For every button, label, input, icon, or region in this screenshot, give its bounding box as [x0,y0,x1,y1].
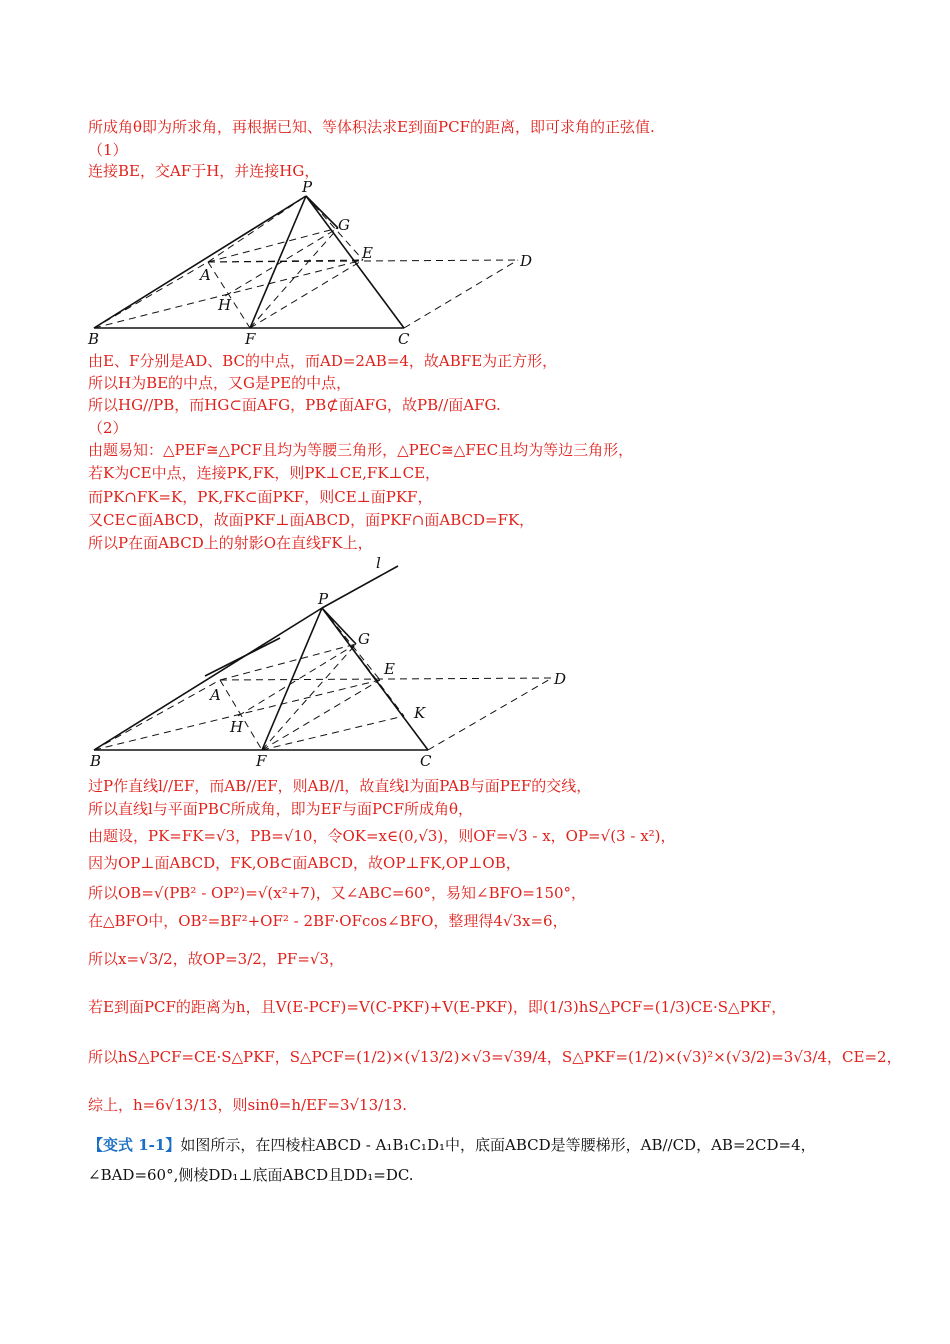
variant-tag: 【变式 1-1】 [88,1136,181,1154]
label-H: H [230,718,244,736]
part2-line10: 所以OB=√(PB² - OP²)=√(x²+7)，又∠ABC=60°，易知∠BFO=150°， [88,884,587,902]
part2-line11: 在△BFO中，OB²=BF²+OF² - 2BF·OFcos∠BFO，整理得4√3x=6， [88,912,568,930]
part1-line4: 所以HG//PB，而HG⊂面AFG，PB⊄面AFG，故PB//面AFG. [88,396,501,414]
part2-label: （2） [88,419,128,437]
part2-line5: 所以P在面ABCD上的射影O在直线FK上， [88,534,373,552]
label-A: A [200,266,211,284]
part2-line9: 因为OP⊥面ABCD，FK,OB⊂面ABCD，故OP⊥FK,OP⊥OB， [88,854,521,872]
label-P: P [318,590,329,608]
edge-BA [94,680,220,750]
edge-CD [428,678,552,750]
label-B: B [88,330,100,348]
line-l-left [205,638,280,676]
label-B: B [90,752,102,770]
part1-line2: 由E、F分别是AD、BC的中点，而AD=2AB=4，故ABFE为正方形， [88,352,558,370]
edge-FK [262,716,404,750]
edge-PF [262,608,322,750]
part2-line1: 由题易知：△PEF≅△PCF且均为等腰三角形，△PEC≅△FEC且均为等边三角形， [88,441,634,459]
part2-line6: 过P作直线l//EF，而AB//EF，则AB//l，故直线l为面PAB与面PEF的交线， [88,777,592,795]
part1-label: （1） [88,141,128,159]
line-l [322,566,398,608]
part2-line7: 所以直线l与平面PBC所成角，即为EF与面PCF所成角θ， [88,800,474,818]
part2-line2: 若K为CE中点，连接PK,FK，则PK⊥CE,FK⊥CE， [88,464,441,482]
label-l: l [376,556,381,572]
intro-text: 所成角θ即为所求角，再根据已知、等体积法求E到面PCF的距离，即可求角的正弦值. [88,118,655,136]
variant-text1: 如图所示，在四棱柱ABCD - A₁B₁C₁D₁中，底面ABCD是等腰梯形，AB//CD，AB=2CD=4， [180,1136,816,1154]
edge-HG [225,228,338,296]
label-D: D [520,252,533,270]
variant-line1 [88,1134,910,1156]
label-F: F [245,330,256,348]
part2-line4: 又CE⊂面ABCD，故面PKF⊥面ABCD，面PKF∩面ABCD=FK， [88,511,535,529]
edge-AF [208,262,250,328]
label-G: G [338,216,350,234]
edge-AF [220,680,262,750]
edge-CD [404,260,518,328]
label-G: G [358,630,370,648]
part2-line15: 综上，h=6√13/13，则sinθ=h/EF=3√13/13. [88,1096,408,1114]
label-A: A [210,686,221,704]
part2-line13: 若E到面PCF的距离为h，且V(E-PCF)=V(C-PKF)+V(E-PKF)，即(1/3)hS△PCF=(1/3)CE·S△PKF， [88,998,787,1016]
label-P: P [302,178,313,196]
label-E: E [362,244,373,262]
edge-PE [306,196,363,260]
edge-AD [220,678,552,680]
label-H: H [218,296,232,314]
part1-line3: 所以H为BE的中点，又G是PE的中点， [88,374,352,392]
variant-line2: ∠BAD=60°,侧棱DD₁⊥底面ABCD且DD₁=DC. [88,1166,414,1184]
edge-BP [94,608,322,750]
label-C: C [420,752,432,770]
figure-1 [80,178,550,348]
part2-line14: 所以hS△PCF=CE·S△PKF，S△PCF=(1/2)×(√13/2)×√3=√39/4，S△PKF=(1/2)×(√3)²×(√3/2)=3√3/4，CE=2， [88,1048,902,1066]
part2-line8: 由题设，PK=FK=√3，PB=√10，令OK=x∈(0,√3)，则OF=√3 - x，OP=√(3 - x²)， [88,827,676,845]
edge-FG [250,228,338,328]
figure-2 [80,556,580,774]
edge-AG [220,644,356,680]
edge-PG [322,608,356,644]
part2-line3: 而PK∩FK=K，PK,FK⊂面PKF，则CE⊥面PKF， [88,488,433,506]
part1-line1: 连接BE，交AF于H，并连接HG， [88,162,320,180]
label-F: F [256,752,267,770]
label-C: C [398,330,410,348]
part2-line12: 所以x=√3/2，故OP=3/2，PF=√3， [88,950,344,968]
edge-BE [94,680,380,750]
label-D: D [554,670,567,688]
label-K: K [414,704,426,722]
label-E: E [384,660,395,678]
